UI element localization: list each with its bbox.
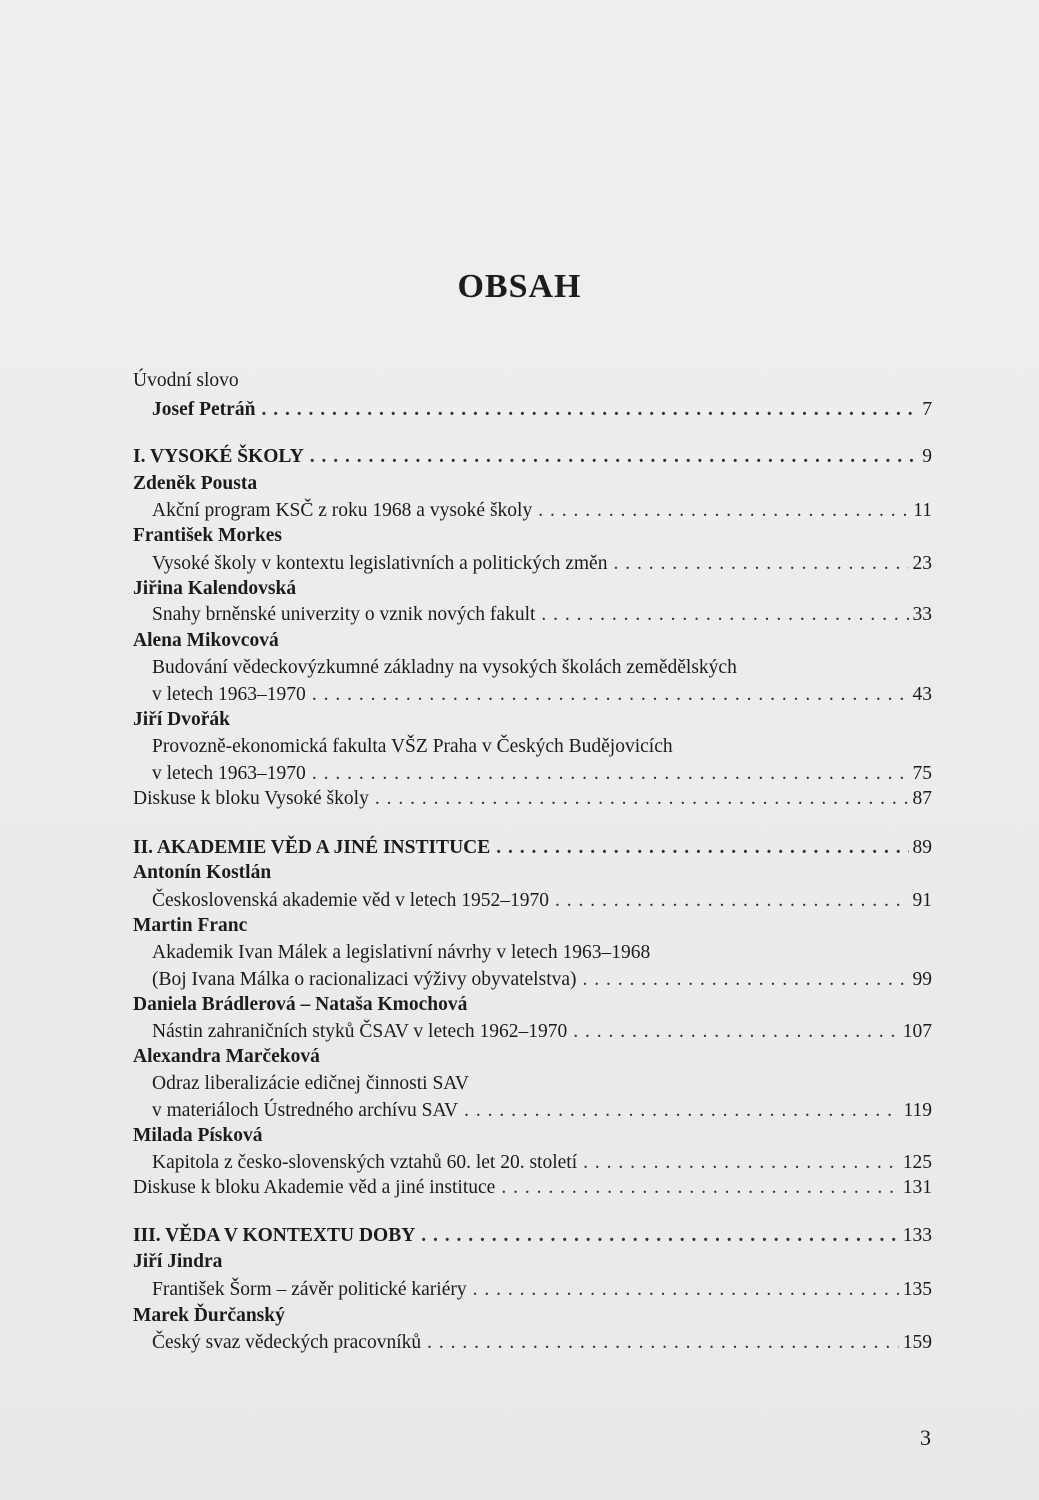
toc-entry — [152, 1149, 932, 1177]
toc-author — [133, 1248, 222, 1276]
toc-page-number: 133 — [902, 1225, 932, 1246]
toc-page-number: 119 — [903, 1100, 932, 1121]
toc-text: Alena Mikovcová — [133, 630, 279, 651]
toc-text: Nástin zahraničních styků ČSAV v letech 1962–1970 — [152, 1021, 568, 1042]
toc-text: Diskuse k bloku Vysoké školy — [133, 788, 369, 809]
toc-page-number: 7 — [922, 399, 932, 420]
toc-text: Diskuse k bloku Akademie věd a jiné instituce — [133, 1177, 496, 1198]
dot-leader — [464, 1097, 899, 1125]
dot-leader — [573, 1018, 899, 1046]
toc-entry — [152, 760, 932, 788]
toc-text: Zdeněk Pousta — [133, 473, 258, 494]
toc-author — [133, 627, 279, 655]
dot-leader — [583, 1149, 899, 1177]
toc-text: Jiří Jindra — [133, 1251, 223, 1272]
toc-text: Vysoké školy v kontextu legislativních a politických změn — [152, 553, 608, 574]
toc-text: František Morkes — [133, 525, 282, 546]
toc-page-number: 23 — [912, 553, 932, 574]
toc-text: II. AKADEMIE VĚD A JINÉ INSTITUCE — [133, 837, 491, 858]
toc-text: I. VYSOKÉ ŠKOLY — [133, 446, 304, 467]
toc-author — [133, 912, 247, 940]
toc-page-number: 131 — [902, 1177, 932, 1198]
toc-entry-line — [152, 654, 737, 682]
toc-author — [133, 991, 467, 1019]
toc-text: Josef Petráň — [152, 399, 256, 420]
toc-text: v letech 1963–1970 — [152, 763, 306, 784]
toc-page-number: 87 — [912, 788, 932, 809]
toc-section-heading — [133, 1222, 932, 1250]
toc-text: František Šorm – závěr politické kariéry — [152, 1279, 467, 1300]
toc-entry-line — [152, 1070, 469, 1098]
toc-author-entry — [152, 396, 932, 424]
toc-text: Provozně-ekonomická fakulta VŠZ Praha v Českých Budějovicích — [152, 736, 673, 757]
toc-text: Martin Franc — [133, 915, 248, 936]
toc-entry — [152, 550, 932, 578]
toc-text: Československá akademie věd v letech 1952–1970 — [152, 890, 549, 911]
dot-leader — [375, 785, 909, 813]
toc-page-number: 125 — [902, 1152, 932, 1173]
dot-leader — [496, 834, 908, 862]
dot-leader — [613, 550, 908, 578]
dot-leader — [427, 1329, 899, 1357]
dot-leader — [501, 1174, 898, 1202]
toc-text: Akademik Ivan Málek a legislativní návrhy v letech 1963–1968 — [152, 942, 651, 963]
toc-page-number: 11 — [913, 500, 932, 521]
toc-page-number: 99 — [912, 969, 932, 990]
toc-entry — [152, 681, 932, 709]
toc-page-number: 91 — [912, 890, 932, 911]
toc-author — [133, 1043, 320, 1071]
dot-leader — [541, 601, 908, 629]
toc-line-intro — [133, 367, 239, 395]
toc-author — [133, 522, 282, 550]
dot-leader — [538, 497, 909, 525]
toc-discussion — [133, 785, 932, 813]
toc-entry — [152, 1018, 932, 1046]
toc-text: Úvodní slovo — [133, 370, 239, 391]
dot-leader — [312, 681, 909, 709]
toc-page-number: 43 — [912, 684, 932, 705]
toc-entry — [152, 1097, 932, 1125]
toc-author — [133, 706, 230, 734]
toc-entry-line — [152, 939, 650, 967]
toc-author — [133, 1122, 262, 1150]
toc-page-number: 135 — [902, 1279, 932, 1300]
toc-author — [133, 575, 296, 603]
toc-author — [133, 1302, 285, 1330]
toc-author — [133, 470, 257, 498]
toc-text: Snahy brněnské univerzity o vznik nových fakult — [152, 604, 536, 625]
toc-entry — [152, 1276, 932, 1304]
toc-page-number: 9 — [922, 446, 932, 467]
toc-entry — [152, 497, 932, 525]
toc-text: Akční program KSČ z roku 1968 a vysoké školy — [152, 500, 533, 521]
toc-section-heading — [133, 834, 932, 862]
toc-text: III. VĚDA V KONTEXTU DOBY — [133, 1225, 416, 1246]
toc-entry — [152, 887, 932, 915]
page-number: 3 — [920, 1425, 931, 1450]
dot-leader — [421, 1222, 898, 1250]
toc-text: Český svaz vědeckých pracovníků — [152, 1332, 422, 1353]
toc-text: Alexandra Marčeková — [133, 1046, 320, 1067]
dot-leader — [473, 1276, 899, 1304]
toc-text: v letech 1963–1970 — [152, 684, 306, 705]
toc-author — [133, 859, 271, 887]
toc-text: Jiří Dvořák — [133, 709, 230, 730]
toc-text: v materiáloch Ústredného archívu SAV — [152, 1100, 459, 1121]
toc-page-number: 107 — [902, 1021, 932, 1042]
toc-section-heading — [133, 443, 932, 471]
toc-entry — [152, 1329, 932, 1357]
toc-text: Daniela Brádlerová – Nataša Kmochová — [133, 994, 468, 1015]
toc-page-number: 75 — [912, 763, 932, 784]
toc-text: Jiřina Kalendovská — [133, 578, 297, 599]
toc-entry-line — [152, 733, 673, 761]
toc-text: Budování vědeckovýzkumné základny na vysokých školách zemědělských — [152, 657, 737, 678]
dot-leader — [583, 966, 909, 994]
toc-entry — [152, 601, 932, 629]
toc-page-number: 159 — [902, 1332, 932, 1353]
dot-leader — [310, 443, 919, 471]
toc-entry — [152, 966, 932, 994]
dot-leader — [261, 396, 918, 424]
toc-text: Odraz liberalizácie edičnej činnosti SAV — [152, 1073, 469, 1094]
toc-page-number: 33 — [912, 604, 932, 625]
toc-text: Antonín Kostlán — [133, 862, 272, 883]
page-title: OBSAH — [457, 268, 582, 305]
toc-text: (Boj Ivana Málka o racionalizaci výživy obyvatelstva) — [152, 969, 577, 990]
toc-page-number: 89 — [912, 837, 932, 858]
toc-discussion — [133, 1174, 932, 1202]
toc-text: Milada Písková — [133, 1125, 263, 1146]
dot-leader — [555, 887, 909, 915]
toc-text: Marek Ďurčanský — [133, 1305, 285, 1326]
toc-text: Kapitola z česko-slovenských vztahů 60. let 20. století — [152, 1152, 578, 1173]
dot-leader — [312, 760, 909, 788]
